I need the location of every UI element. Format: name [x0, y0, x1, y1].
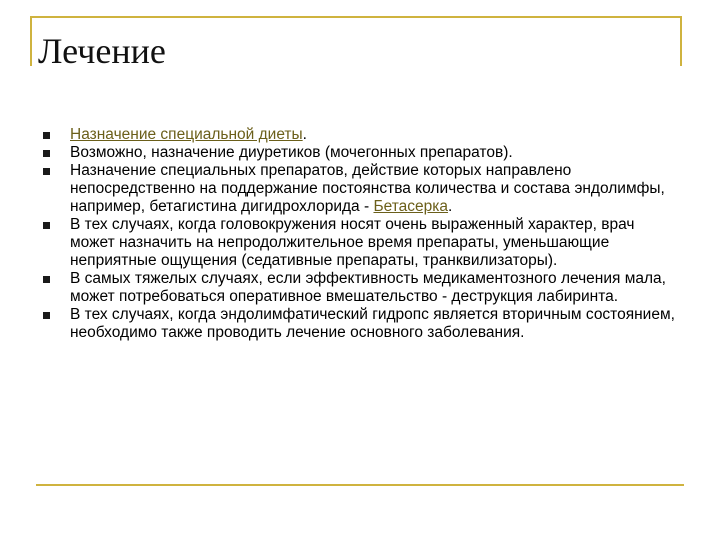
bullet-item-surgery: [40, 270, 680, 306]
bullet-item-diet: [40, 126, 680, 144]
bullet-item-diuretics: [40, 144, 680, 162]
frame-bottom-border: [36, 484, 684, 486]
bullet-text-suffix: .: [448, 198, 453, 215]
bullet-text: В тех случаях, когда эндолимфатический гидропс является вторичным состоянием, необходимо также проводить лечение основного заболевания.: [70, 306, 675, 341]
frame-left-border: [30, 16, 32, 66]
square-bullet-icon: [43, 222, 50, 229]
slide-title: Лечение: [38, 31, 166, 71]
bullet-item-secondary: [40, 306, 680, 342]
square-bullet-icon: [43, 132, 50, 139]
bullet-item-sedatives: [40, 216, 680, 270]
frame-top-border: [30, 16, 682, 18]
diet-link[interactable]: Назначение специальной диеты: [70, 126, 303, 143]
bullet-text: Возможно, назначение диуретиков (мочегонных препаратов).: [70, 144, 513, 161]
bullet-text: В тех случаях, когда головокружения носят очень выраженный характер, врач может назначить на непродолжительное время препараты, уменьшающие неприятные ощущения (седативные препараты, транквилизаторы).: [70, 216, 635, 269]
betaserc-link[interactable]: Бетасерка: [373, 198, 449, 215]
bullet-text-suffix: .: [302, 126, 307, 143]
frame-right-border: [680, 16, 682, 66]
square-bullet-icon: [43, 276, 50, 283]
bullet-list: [40, 126, 680, 342]
bullet-item-special-drugs: [40, 162, 680, 216]
square-bullet-icon: [43, 168, 50, 175]
square-bullet-icon: [43, 150, 50, 157]
bullet-text: Назначение специальных препаратов, действие которых направлено непосредственно на поддержание постоянства количества и состава эндолимфы, например, бетагистина дигидрохлорида -: [70, 162, 665, 215]
bullet-text: В самых тяжелых случаях, если эффективность медикаментозного лечения мала, может потребоваться оперативное вмешательство - деструкция лабиринта.: [70, 270, 666, 305]
square-bullet-icon: [43, 312, 50, 319]
